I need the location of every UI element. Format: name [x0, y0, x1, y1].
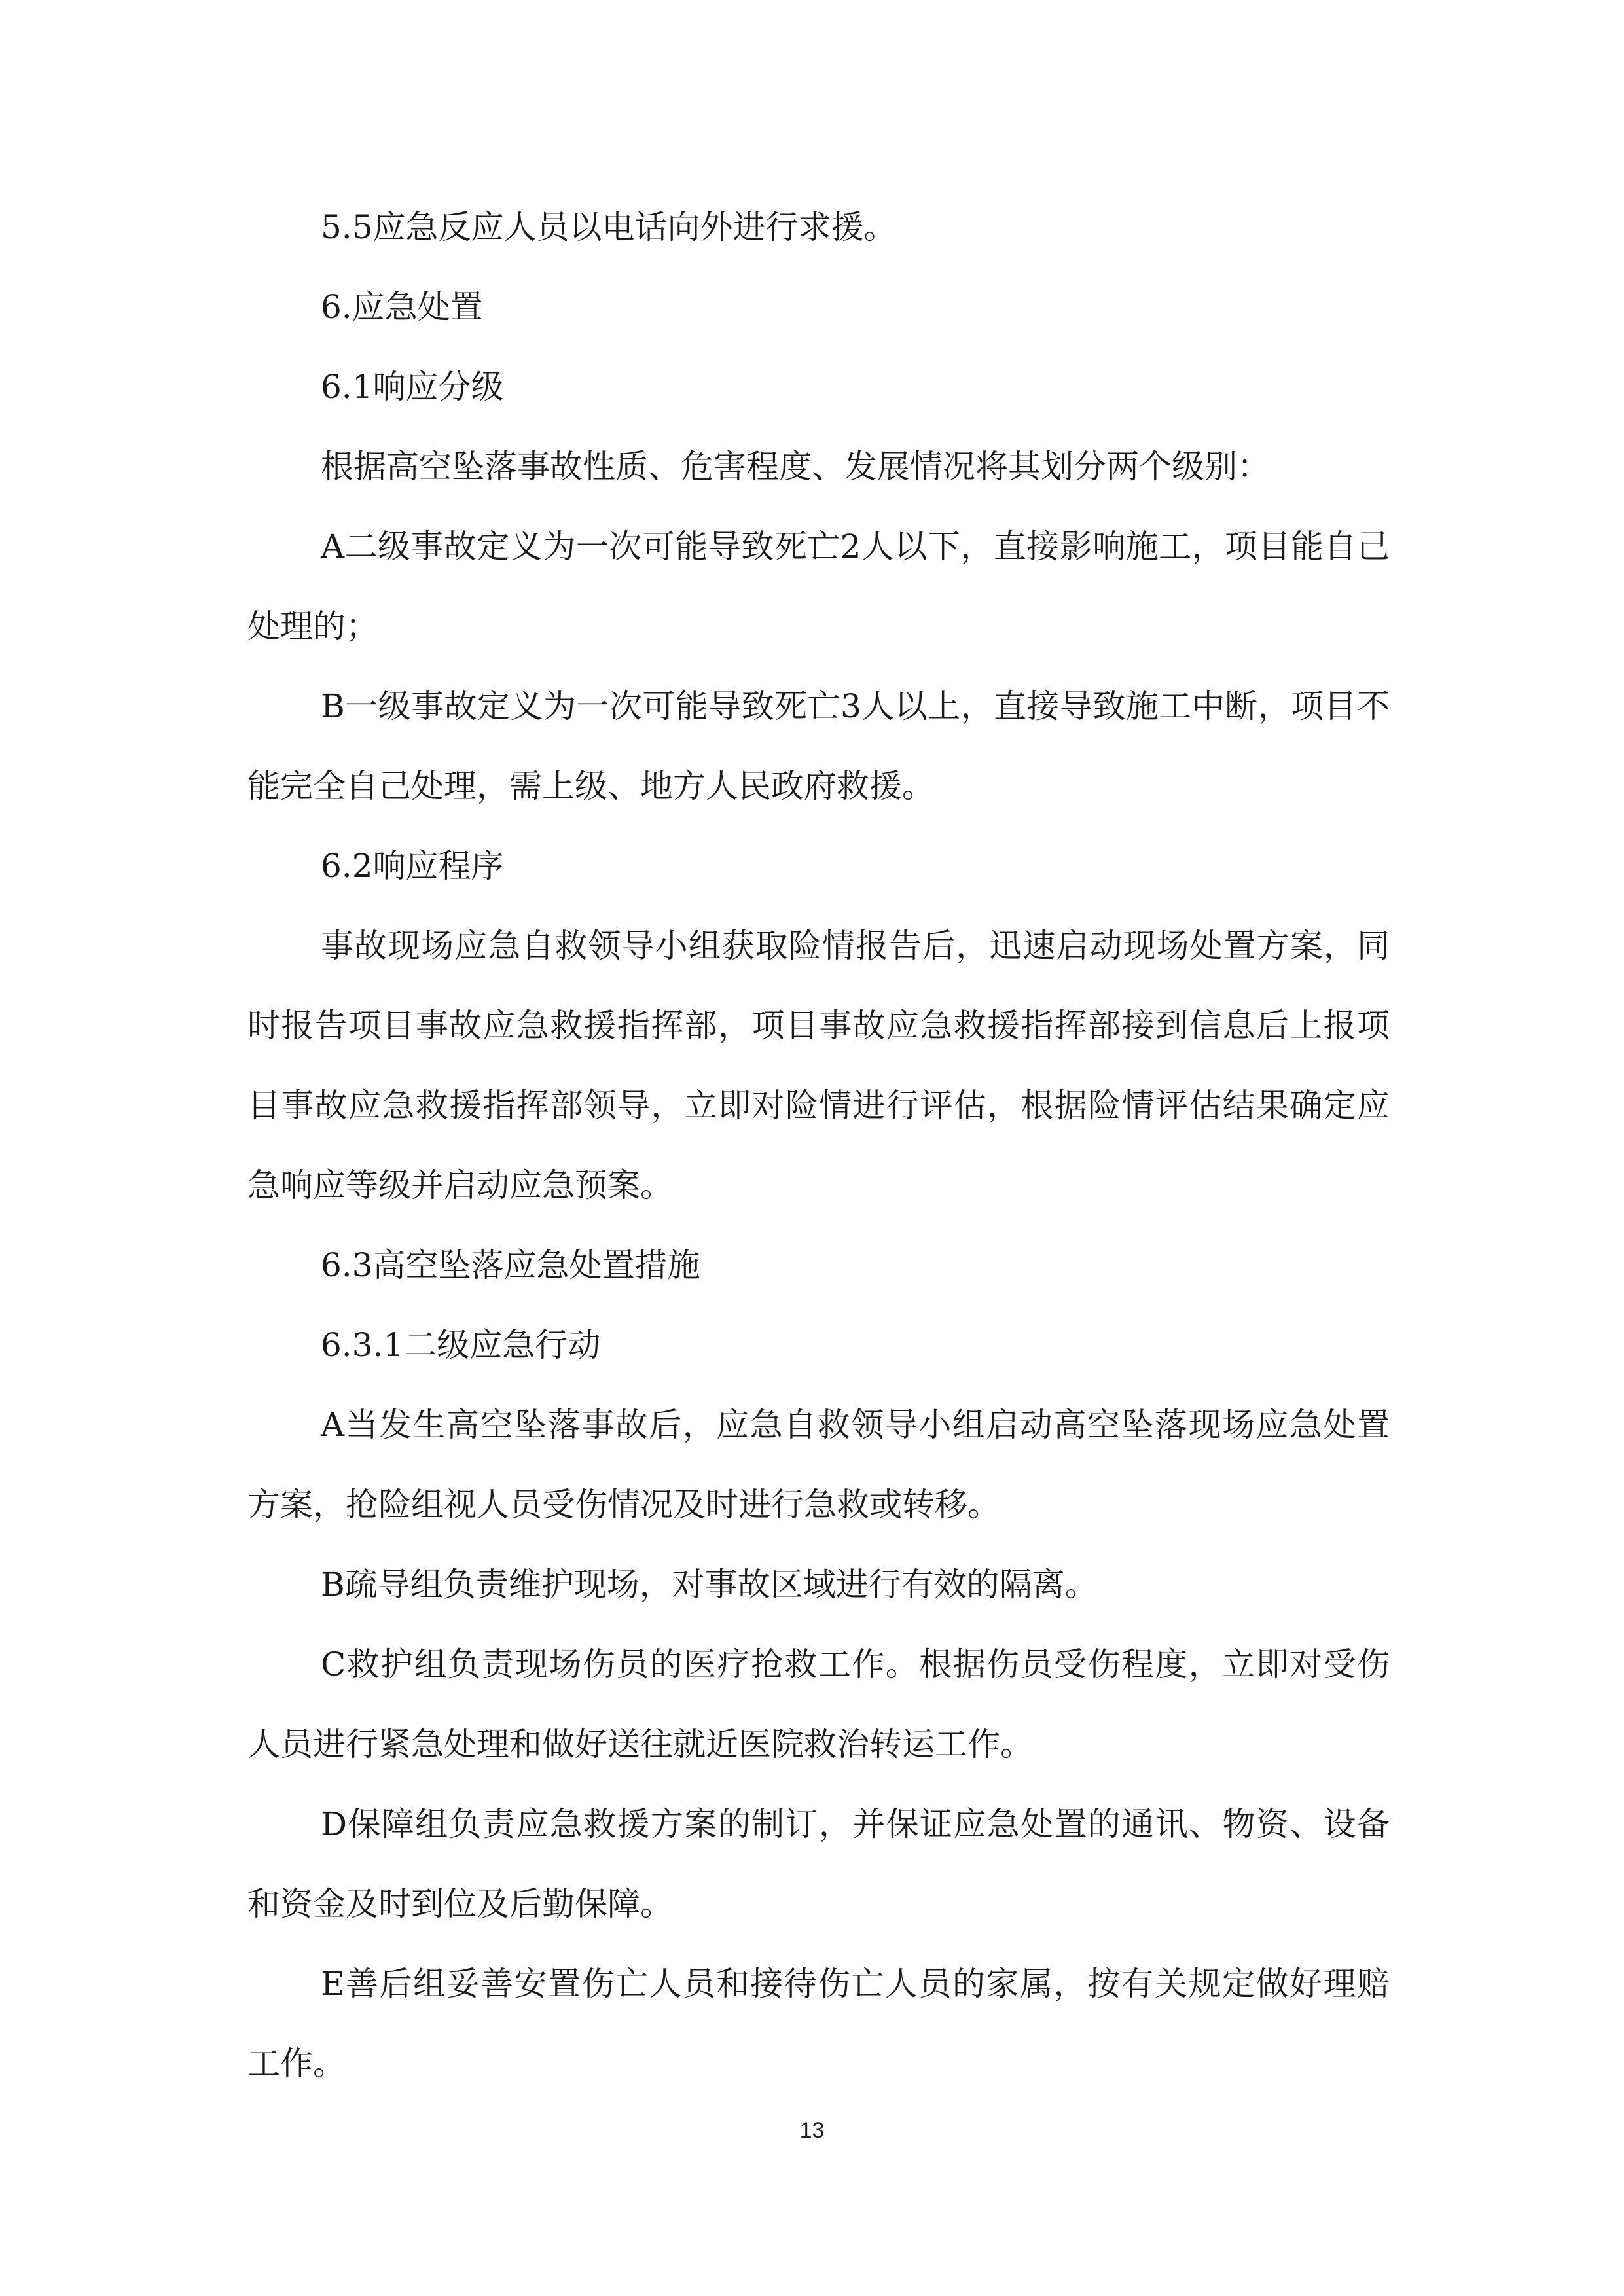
heading-6: 6.应急处置 — [321, 288, 483, 326]
page-body — [247, 187, 1390, 2104]
paragraph-5-5: 5.5应急反应人员以电话向外进行求援。 — [321, 208, 897, 246]
paragraph-response-procedure: 事故现场应急自救领导小组获取险情报告后，迅速启动现场处置方案，同时报告项目事故应急救援指挥部，项目事故应急救援指挥部接到信息后上报项目事故应急救援指挥部领导，立即对险情进行评估，根据险情评估结果确定应急响应等级并启动应急预案。 — [247, 927, 1390, 1204]
paragraph-action-d: D保障组负责应急救援方案的制订，并保证应急处置的通讯、物资、设备和资金及时到位及后勤保障。 — [247, 1805, 1390, 1923]
heading-6-3-1: 6.3.1二级应急行动 — [321, 1326, 601, 1364]
paragraph-action-b: B疏导组负责维护现场，对事故区域进行有效的隔离。 — [321, 1566, 1098, 1604]
heading-6-2: 6.2响应程序 — [321, 847, 504, 885]
paragraph-action-e: E善后组妥善安置伤亡人员和接待伤亡人员的家属，按有关规定做好理赔工作。 — [247, 1965, 1390, 2083]
paragraph-action-c: C救护组负责现场伤员的医疗抢救工作。根据伤员受伤程度，立即对受伤人员进行紧急处理和做好送往就近医院救治转运工作。 — [247, 1645, 1390, 1763]
heading-6-3: 6.3高空坠落应急处置措施 — [321, 1246, 700, 1284]
paragraph-level-b: B一级事故定义为一次可能导致死亡3人以上，直接导致施工中断，项目不能完全自己处理，需上级、地方人民政府救援。 — [247, 687, 1390, 805]
heading-6-1: 6.1响应分级 — [321, 368, 504, 406]
paragraph-level-a: A二级事故定义为一次可能导致死亡2人以下，直接影响施工，项目能自己处理的； — [247, 528, 1390, 645]
paragraph-classification-intro: 根据高空坠落事故性质、危害程度、发展情况将其划分两个级别： — [321, 448, 1270, 486]
paragraph-action-a: A当发生高空坠落事故后，应急自救领导小组启动高空坠落现场应急处置方案，抢险组视人员受伤情况及时进行急救或转移。 — [247, 1406, 1390, 1524]
page-number: 13 — [799, 2118, 825, 2143]
